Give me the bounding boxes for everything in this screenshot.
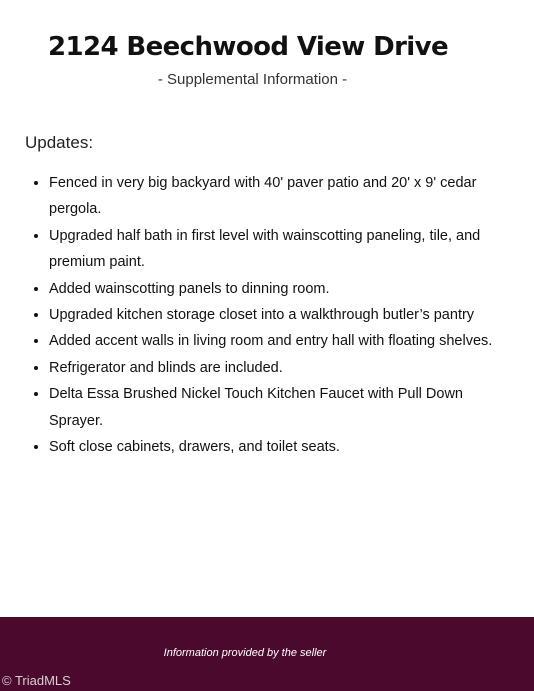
list-item: • Delta Essa Brushed Nickel Touch Kitchen Faucet with Pull Down Sprayer.: [49, 381, 519, 434]
list-item: • Added accent walls in living room and entry hall with floating shelves.: [49, 328, 519, 354]
list-item: • Upgraded kitchen storage closet into a walkthrough butler’s pantry: [49, 302, 519, 328]
list-item: • Upgraded half bath in first level with wainscotting paneling, tile, and premium paint.: [49, 223, 519, 276]
updates-heading: Updates:: [25, 133, 94, 152]
updates-list: [29, 170, 519, 460]
list-item: • Added wainscotting panels to dinning room.: [49, 276, 519, 302]
list-item: • Soft close cabinets, drawers, and toilet seats.: [49, 434, 519, 460]
copyright-notice: © TriadMLS: [2, 673, 71, 688]
list-item: • Fenced in very big backyard with 40' paver patio and 20' x 9' cedar pergola.: [49, 170, 519, 223]
list-item: • Refrigerator and blinds are included.: [49, 355, 519, 381]
footer-note: Information provided by the seller: [163, 647, 327, 659]
footer-banner: [0, 617, 534, 691]
page-subtitle: - Supplemental Information -: [157, 71, 348, 88]
page-title: 2124 Beechwood View Drive: [47, 32, 448, 62]
